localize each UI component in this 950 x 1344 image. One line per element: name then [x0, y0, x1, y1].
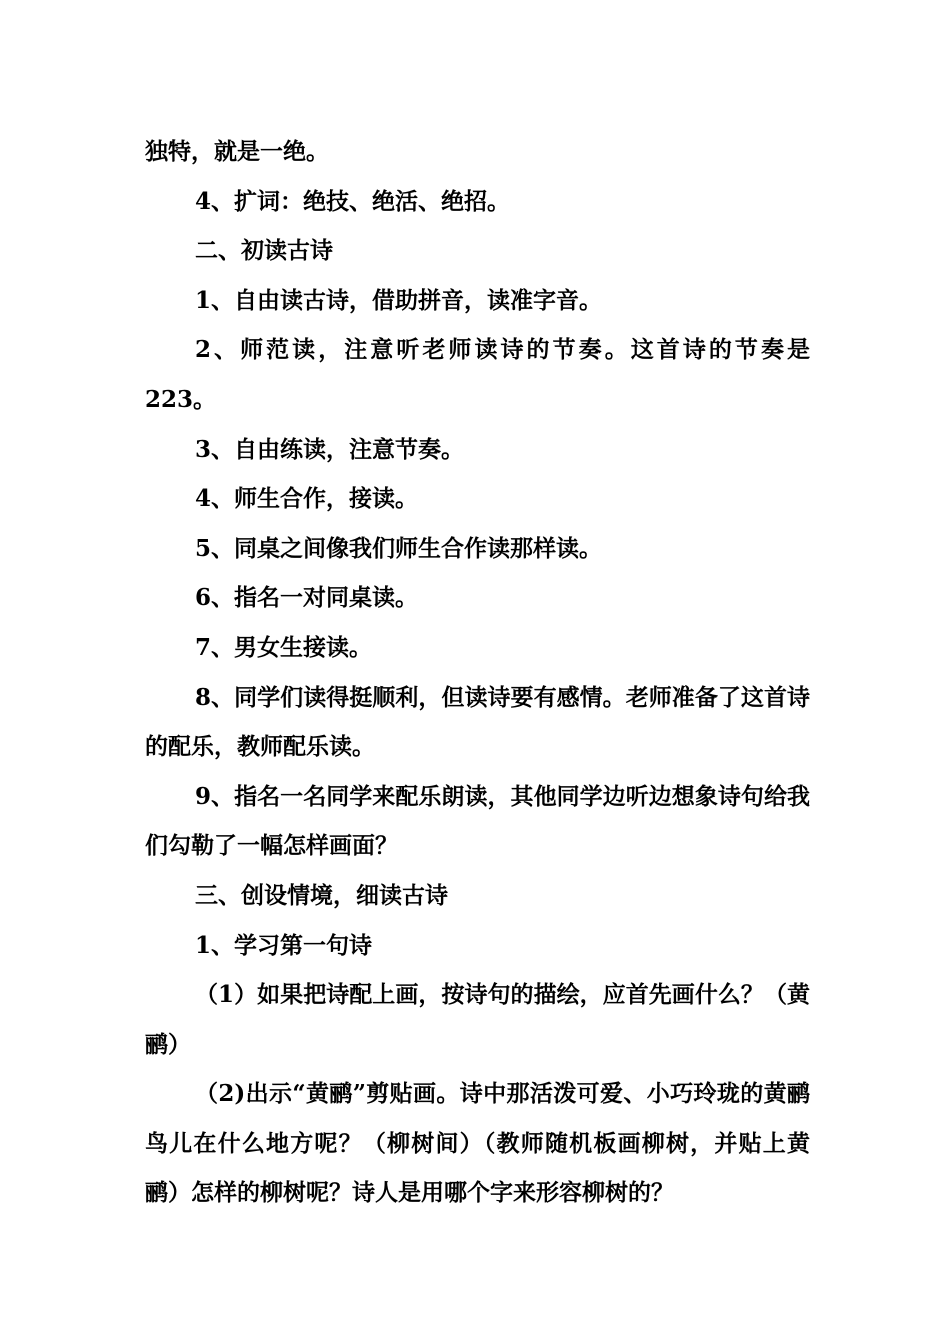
paragraph: 9、指名一名同学来配乐朗读，其他同学边听边想象诗句给我们勾勒了一幅怎样画面？	[145, 782, 810, 860]
section-heading: 三、创设情境，细读古诗	[195, 881, 448, 909]
document-body	[145, 127, 810, 1218]
paragraph: 4、师生合作，接读。	[195, 485, 419, 513]
paragraph: 7、男女生接读。	[195, 633, 373, 661]
paragraph: （2)出示“黄鹂”剪贴画。诗中那活泼可爱、小巧玲珑的黄鹂鸟儿在什么地方呢？（柳树间）（教师随机板画柳树，并贴上黄鹂）怎样的柳树呢？诗人是用哪个字来形容柳树的？	[145, 1080, 810, 1207]
paragraph: 6、指名一对同桌读。	[195, 584, 419, 612]
paragraph: 独特，就是一绝。	[145, 138, 329, 165]
section-heading: 二、初读古诗	[195, 237, 333, 265]
paragraph: 1、自由读古诗，借助拼音，读准字音。	[195, 286, 603, 314]
paragraph: 2、师范读，注意听老师读诗的节奏。这首诗的节奏是223。	[145, 336, 810, 413]
paragraph: 1、学习第一句诗	[195, 931, 373, 959]
paragraph: 5、同桌之间像我们师生合作读那样读。	[195, 534, 603, 562]
paragraph: （1）如果把诗配上画，按诗句的描绘，应首先画什么？（黄鹂）	[145, 981, 810, 1058]
paragraph: 4、扩词：绝技、绝活、绝招。	[195, 187, 511, 215]
paragraph: 3、自由练读，注意节奏。	[195, 435, 465, 463]
paragraph: 8、同学们读得挺顺利，但读诗要有感情。老师准备了这首诗的配乐，教师配乐读。	[145, 683, 810, 761]
